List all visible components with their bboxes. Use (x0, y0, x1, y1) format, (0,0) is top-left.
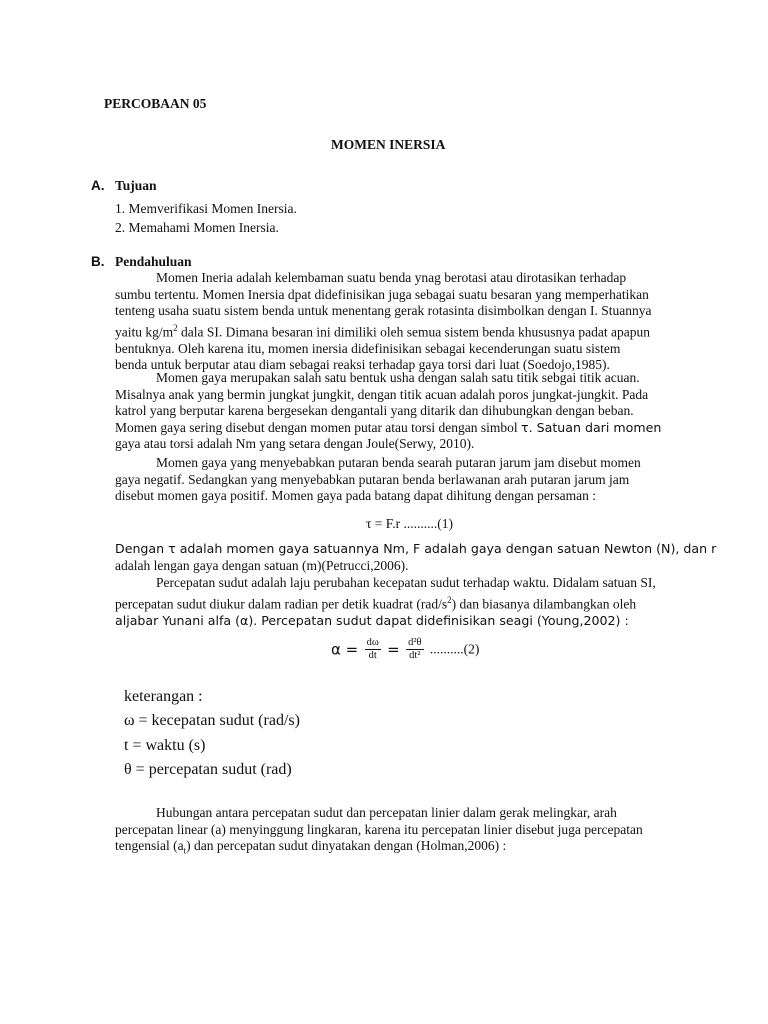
tujuan-item-2: 2. Memahami Momen Inersia. (115, 220, 279, 235)
paragraph-line: disebut momen gaya positif. Momen gaya pada batang dapat dihitung dengan persaman : (115, 488, 596, 504)
paragraph-3 (115, 455, 641, 505)
section-b-letter: B. (91, 254, 105, 269)
keterangan-title: keterangan : (124, 688, 203, 705)
paragraph-1 (115, 270, 652, 374)
fraction-domega-dt (365, 637, 381, 662)
text-span: tengensial (a (115, 838, 184, 854)
equation-lhs: α = (331, 640, 359, 659)
fraction-numerator: d²θ (408, 637, 422, 648)
paragraph-line: Momen gaya merupakan salah satu bentuk usha dengan salah satu titik sebgai titik acuan. (156, 370, 640, 385)
paragraph-line: benda untuk berputar atau diam sebagai reaksi terhadap gaya torsi dari luat (Soedojo,1985). (115, 357, 610, 373)
fraction-denominator: dt (368, 650, 377, 661)
text-span: percepatan sudut diukur dalam radian per detik kuadrat (rad/s (115, 596, 448, 612)
text-span: yaitu kg/m (115, 324, 174, 340)
equals-sign: = (387, 640, 400, 659)
paragraph-line (115, 420, 661, 437)
keterangan-item: t = waktu (s) (124, 736, 206, 754)
section-b-heading: Pendahuluan (115, 254, 192, 269)
superscript: 2 (173, 322, 178, 333)
equation-number: ..........(2) (429, 641, 480, 657)
paragraph-line: katrol yang berputar karena bergesekan dengantali yang ditarik dan dihubungkan dengan beban. (115, 403, 634, 419)
equation-1: τ = F.r ..........(1) (366, 516, 453, 531)
paragraph-4 (115, 541, 716, 574)
section-a-heading: Tujuan (115, 178, 157, 193)
text-span: ) dan percepatan sudut dinyatakan dengan (Holman,2006) : (186, 838, 507, 854)
paragraph-6 (115, 805, 643, 859)
paragraph-line (115, 592, 656, 613)
fraction-numerator: dω (366, 637, 379, 648)
subscript: t (183, 845, 187, 856)
fraction-denominator: dt² (409, 650, 421, 661)
keterangan-block (124, 685, 300, 782)
experiment-label: PERCOBAAN 05 (104, 96, 207, 111)
text-span: dala SI. Dimana besaran ini dimiliki oleh semua sistem benda khususnya padat apapun (177, 324, 651, 340)
paragraph-line (115, 320, 652, 341)
paragraph-line: aljabar Yunani alfa (α). Percepatan sudut dapat didefinisikan seagi (Young,2002) : (115, 612, 629, 628)
keterangan-item: θ = percepatan sudut (rad) (124, 760, 292, 778)
paragraph-5 (115, 575, 656, 629)
paragraph-line: percepatan linear (a) menyinggung lingkaran, karena itu percepatan linier disebut juga percepatan (115, 821, 643, 837)
text-span: τ. Satuan dari momen (521, 419, 662, 435)
paragraph-line: adalah lengan gaya dengan satuan (m)(Petrucci,2006). (115, 557, 409, 573)
paragraph-line: Momen gaya yang menyebabkan putaran benda searah putaran jarum jam disebut momen (156, 455, 641, 470)
fraction-d2theta-dt2 (406, 637, 423, 662)
section-a-letter: A. (91, 178, 105, 193)
paragraph-line: Hubungan antara percepatan sudut dan percepatan linier dalam gerak melingkar, arah (156, 805, 617, 820)
paragraph-line: sumbu tertentu. Momen Inersia dpat didefinisikan juga sebagai suatu besaran yang memperhatikan (115, 286, 649, 302)
text-span: ) dan biasanya dilambangkan oleh (451, 596, 637, 612)
paragraph-line (115, 838, 643, 859)
superscript: 2 (447, 594, 452, 605)
paragraph-line: tenteng usaha suatu sistem benda untuk menentang gerak rotasinta disimbolkan dengan I. Stuannya (115, 303, 652, 319)
tujuan-item-1: 1. Memverifikasi Momen Inersia. (115, 201, 297, 216)
document-title: MOMEN INERSIA (331, 137, 446, 152)
keterangan-item: ω = kecepatan sudut (rad/s) (124, 712, 300, 730)
paragraph-line: Misalnya anak yang bermin jungkat jungkit, dengan titik acuan adalah poros jungkat-jungkit. Pada (115, 386, 649, 402)
paragraph-line: Dengan τ adalah momen gaya satuannya Nm, F adalah gaya dengan satuan Newton (N), dan r (115, 541, 717, 556)
paragraph-line: Percepatan sudut adalah laju perubahan kecepatan sudut terhadap waktu. Didalam satuan SI, (156, 575, 656, 590)
paragraph-line: gaya atau torsi adalah Nm yang setara dengan Joule(Serwy, 2010). (115, 436, 475, 452)
paragraph-line: bentuknya. Oleh karena itu, momen inersia didefinisikan sebagai kecenderungan suatu sistem (115, 340, 621, 356)
paragraph-line: Momen Ineria adalah kelembaman suatu benda ynag berotasi atau dirotasikan terhadap (156, 270, 627, 285)
text-span: Momen gaya sering disebut dengan momen putar atau torsi dengan simbol (115, 419, 522, 435)
equation-2 (331, 637, 479, 662)
paragraph-2 (115, 370, 661, 453)
paragraph-line: gaya negatif. Sedangkan yang menyebabkan putaran benda berlawanan arah putaran jarum jam (115, 471, 630, 487)
